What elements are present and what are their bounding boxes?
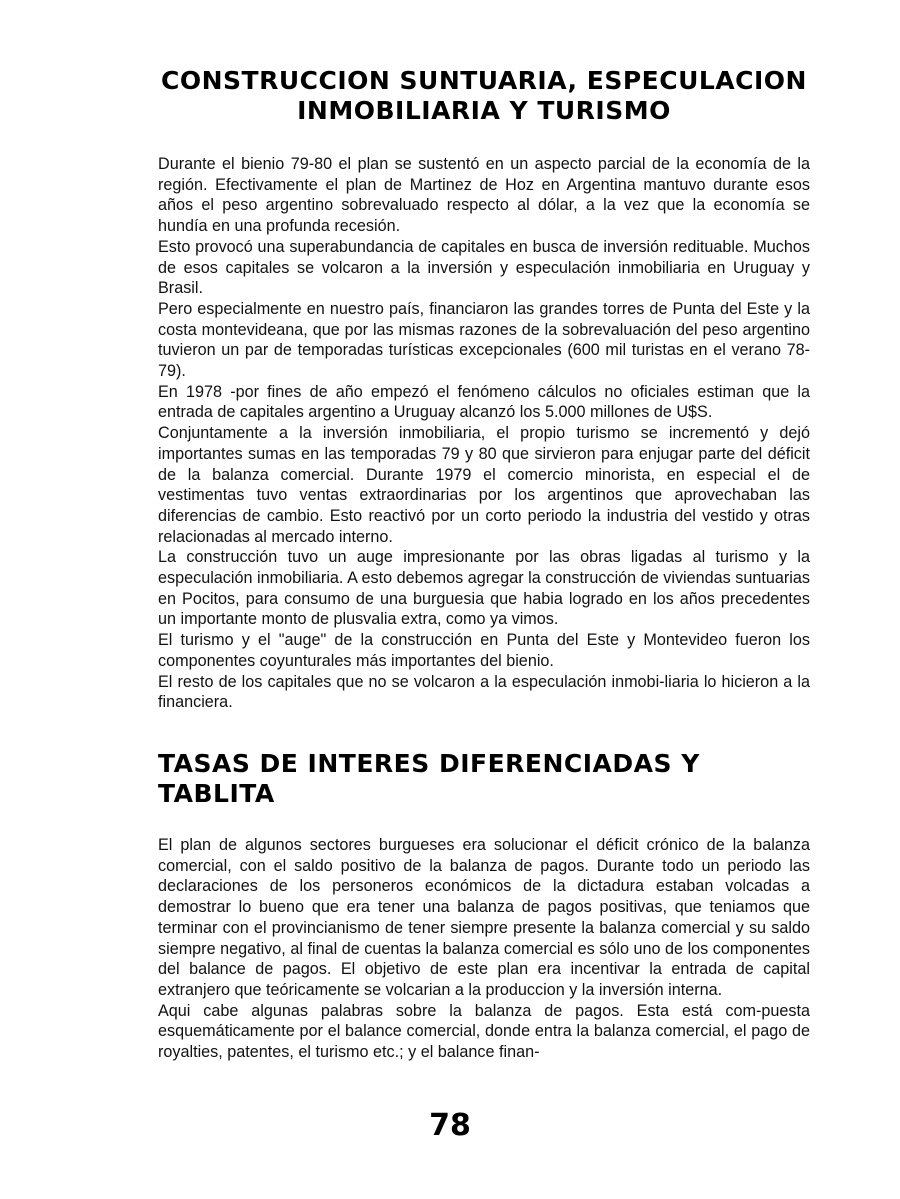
paragraph (158, 630, 810, 671)
paragraph-text: Aqui cabe algunas palabras sobre la balanza de pagos. Esta está com-puesta esquemáticamente por el balance comercial, donde entra la balanza comercial, el pago de royalties, patentes, el turismo etc.; y el balance finan- (158, 1001, 810, 1062)
title-line-1: CONSTRUCCION SUNTUARIA, ESPECULACION (161, 66, 807, 95)
page-number: 78 (429, 1108, 471, 1143)
paragraph-text: El turismo y el "auge" de la construcción en Punta del Este y Montevideo fueron los componentes coyunturales más importantes del bienio. (158, 631, 810, 670)
section-body-tasas (158, 835, 810, 1063)
paragraph-text: La construcción tuvo un auge impresionante por las obras ligadas al turismo y la especulación inmobiliaria. A esto debemos agregar la construcción de viviendas suntuarias en Pocitos, para consumo de una burguesia que habia logrado en los años precedentes un importante monto de plusvalia extra, como ya vimos. (158, 548, 810, 629)
paragraph (158, 1001, 810, 1063)
section-title-construccion (158, 66, 810, 126)
section-title-tasas: TASAS DE INTERES DIFERENCIADAS Y TABLITA (158, 748, 700, 808)
paragraph-text: Conjuntamente a la inversión inmobiliaria, el propio turismo se incrementó y dejó importantes sumas en las temporadas 79 y 80 que sirvieron para enjugar parte del déficit de la balanza comercial. Durante 1979 el comercio minorista, en especial el de vestimentas tuvo ventas extraordinarias por los argentinos que aprovechaban las diferencias de cambio. Esto reactivó por un corto periodo la industria del vestido y otras relacionadas al mercado interno. (158, 424, 810, 546)
paragraph (158, 835, 810, 1001)
paragraph-text: Durante el bienio 79-80 el plan se sustentó en un aspecto parcial de la economía de la región. Efectivamente el plan de Martinez de Hoz en Argentina mantuvo durante esos años el peso argentino sobrevaluado respecto al dólar, a la vez que la economía se hundía en una profunda recesión. (158, 155, 810, 236)
paragraph-text: En 1978 -por fines de año empezó el fenómeno cálculos no oficiales estiman que la entrada de capitales argentino a Uruguay alcanzó los 5.000 millones de U$S. (158, 382, 810, 422)
paragraph-text: El plan de algunos sectores burgueses era solucionar el déficit crónico de la balanza comercial, con el saldo positivo de la balanza de pagos. Durante todo un periodo las declaraciones de los personeros económicos de la dictadura estaban volcadas a demostrar lo bueno que era tener una balanza de pagos positivas, que teniamos que terminar con el provincianismo de tener siempre presente la balanza comercial y su saldo siempre negativo, al final de cuentas la balanza comercial es sólo uno de los componentes del balance de pagos. El objetivo de este plan era incentivar la entrada de capital extranjero que teóricamente se volcarian a la produccion y la inversión interna. (158, 835, 810, 999)
title-line-2: INMOBILIARIA Y TURISMO (297, 96, 671, 125)
paragraph (158, 299, 810, 382)
paragraph (158, 237, 810, 299)
paragraph (158, 382, 810, 423)
paragraph-text: Pero especialmente en nuestro país, financiaron las grandes torres de Punta del Este y la costa montevideana, que por las mismas razones de la sobrevaluación del peso argentino tuvieron un par de temporadas turísticas excepcionales (600 mil turistas en el verano 78-79). (158, 299, 810, 381)
paragraph (158, 154, 810, 237)
paragraph-text: El resto de los capitales que no se volcaron a la especulación inmobi-liaria lo hicieron a la financiera. (158, 672, 810, 712)
page-content (158, 60, 810, 1063)
section-body-construccion (158, 154, 810, 713)
paragraph (158, 423, 810, 547)
paragraph-text: Esto provocó una superabundancia de capitales en busca de inversión redituable. Muchos de esos capitales se volcaron a la inversión y especulación inmobiliaria en Uruguay y Brasil. (158, 237, 810, 298)
paragraph (158, 672, 810, 713)
paragraph (158, 547, 810, 630)
